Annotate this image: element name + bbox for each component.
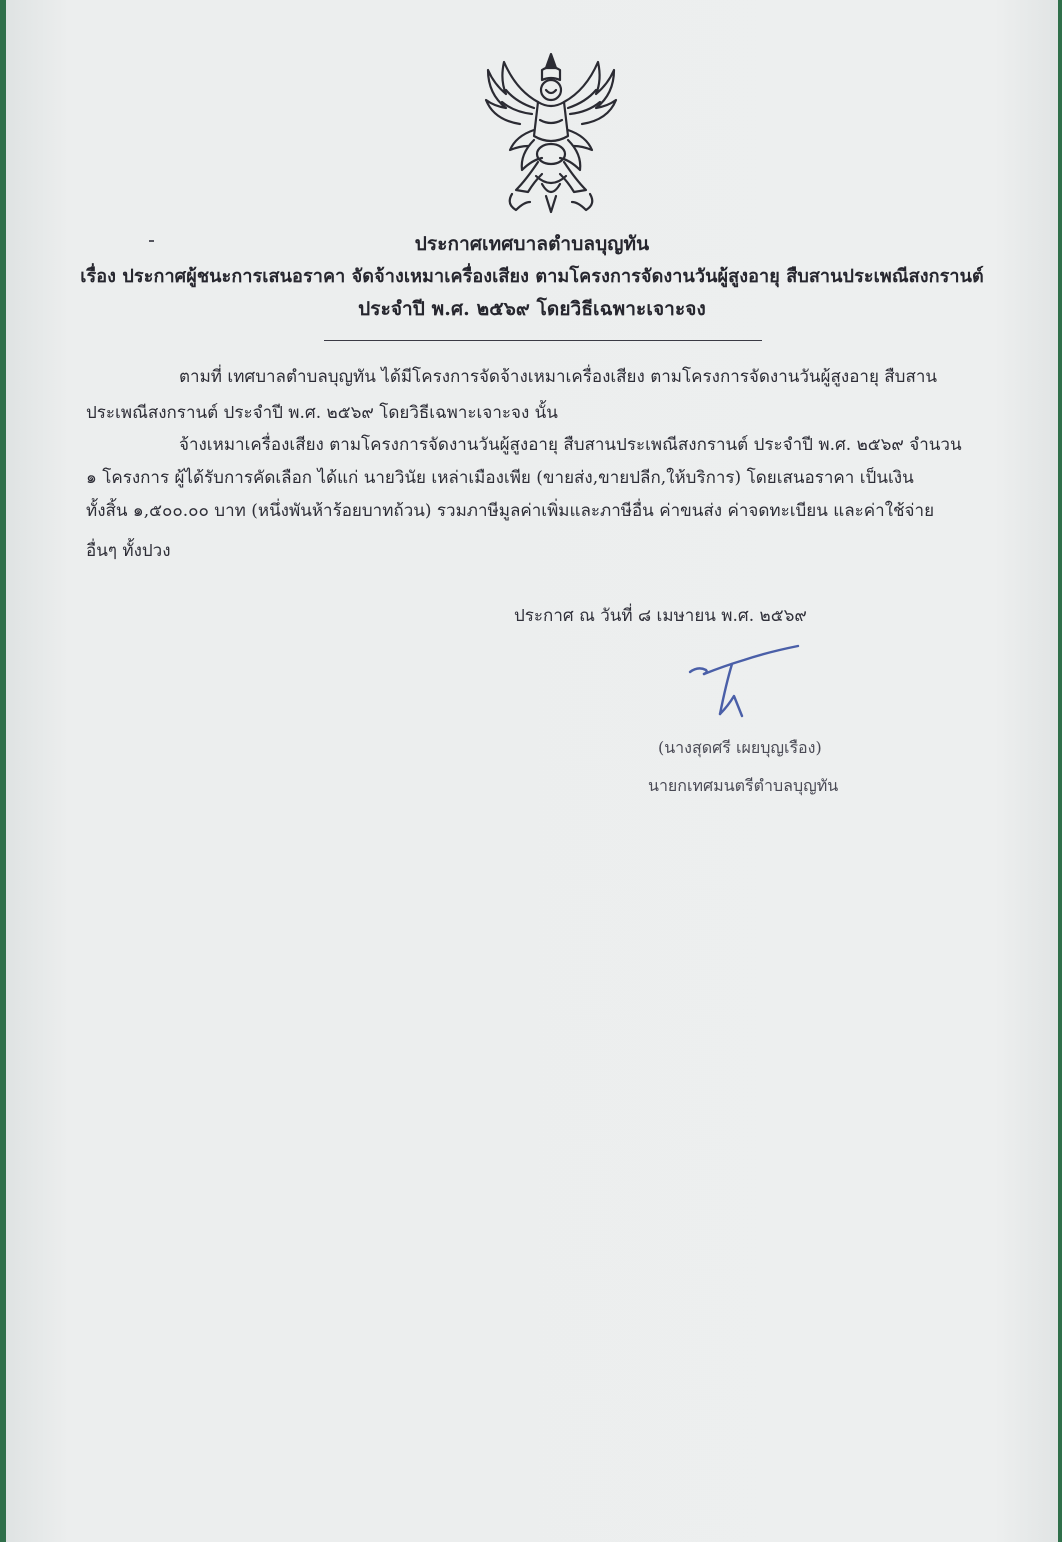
issuer-heading: ประกาศเทศบาลตำบลบุญทัน: [414, 233, 650, 255]
body-paragraph-line: อื่นๆ ทั้งปวง: [86, 541, 171, 561]
heading-divider: [324, 340, 762, 341]
handwritten-signature: [684, 640, 804, 720]
signer-title: นายกเทศมนตรีตำบลบุญทัน: [648, 776, 839, 795]
body-paragraph-line: ประเพณีสงกรานต์ ประจำปี พ.ศ. ๒๕๖๙ โดยวิธีเฉพาะเจาะจง นั้น: [86, 403, 558, 423]
body-paragraph-line: ตามที่ เทศบาลตำบลบุญทัน ได้มีโครงการจัดจ้างเหมาเครื่องเสียง ตามโครงการจัดงานวันผู้สูงอายุ สืบสาน: [179, 367, 938, 387]
subject-line: เรื่อง ประกาศผู้ชนะการเสนอราคา จัดจ้างเหมาเครื่องเสียง ตามโครงการจัดงานวันผู้สูงอายุ สืบสานประเพณีสงกรานต์: [80, 266, 984, 287]
body-paragraph-line: ๑ โครงการ ผู้ได้รับการคัดเลือก ได้แก่ นายวินัย เหล่าเมืองเพีย (ขายส่ง,ขายปลีก,ให้บริการ) โดยเสนอราคา เป็นเงิน: [86, 468, 914, 488]
body-paragraph-line: จ้างเหมาเครื่องเสียง ตามโครงการจัดงานวันผู้สูงอายุ สืบสานประเพณีสงกรานต์ ประจำปี พ.ศ. ๒๕๖๙ จำนวน: [179, 435, 962, 455]
announcement-date: ประกาศ ณ วันที่ ๘ เมษายน พ.ศ. ๒๕๖๙: [514, 606, 807, 626]
body-paragraph-line: ทั้งสิ้น ๑,๕๐๐.๐๐ บาท (หนึ่งพันห้าร้อยบาทถ้วน) รวมภาษีมูลค่าเพิ่มและภาษีอื่น ค่าขนส่ง ค่าจดทะเบียน และค่าใช้จ่าย: [86, 501, 935, 521]
subject-line-continued: ประจำปี พ.ศ. ๒๕๖๙ โดยวิธีเฉพาะเจาะจง: [358, 298, 706, 320]
document-page: [6, 0, 1058, 1542]
garuda-emblem-icon: [476, 50, 626, 218]
signer-name: (นางสุดศรี เผยบุญเรือง): [658, 738, 822, 757]
